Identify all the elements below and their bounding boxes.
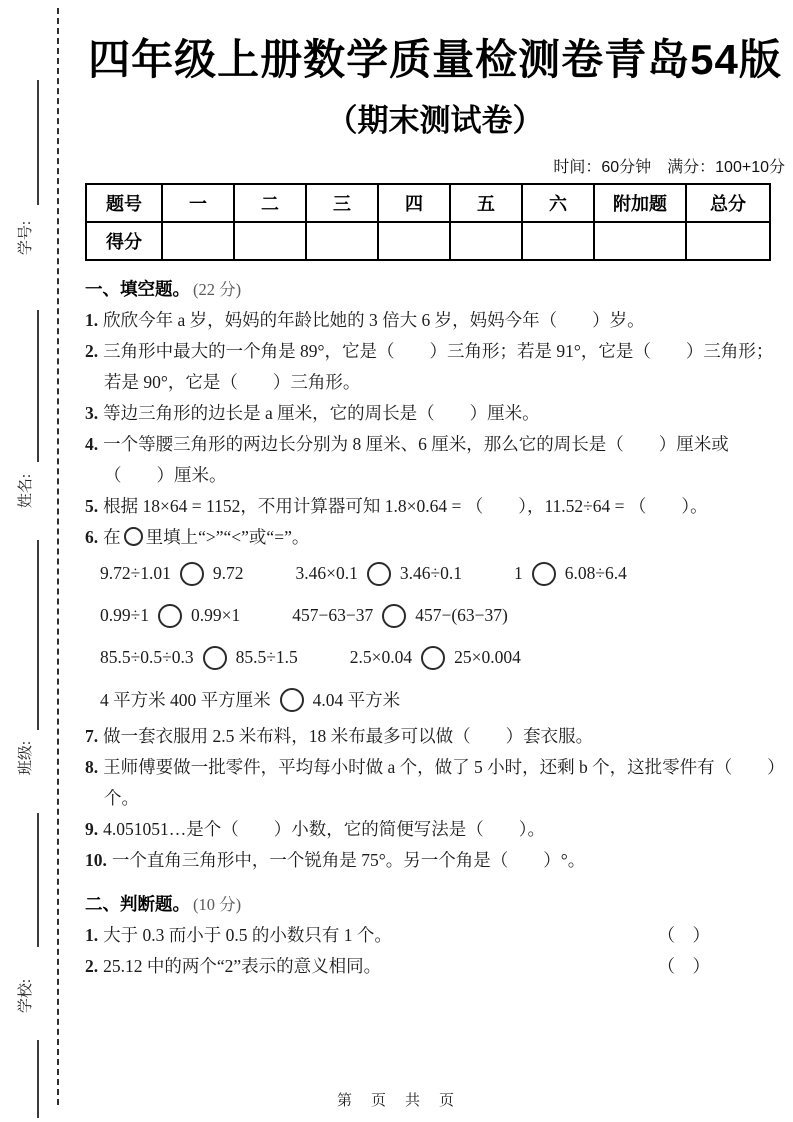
question-number: 8.	[85, 756, 99, 777]
question-text-wrap	[85, 951, 381, 982]
sidebar-field-name: 姓名:	[18, 473, 34, 509]
question-number: 3.	[85, 402, 99, 423]
score-cell	[306, 222, 378, 260]
comparison-item	[295, 562, 461, 586]
question-text: 三角形中最大的一个角是 89°，它是（ ）三角形；若是 91°，它是（ ）三角形；若是 90°，它是（ ）三角形。	[103, 340, 774, 392]
answer-blank: （ ）	[657, 924, 710, 945]
left-expression: 85.5÷0.5÷0.3	[100, 647, 194, 667]
left-expression: 2.5×0.04	[349, 647, 413, 667]
comparison-item	[100, 646, 298, 670]
score-table-col-total: 总分	[686, 184, 770, 222]
comparison-row-2	[100, 595, 785, 637]
question-text: 欣欣今年 a 岁，妈妈的年龄比她的 3 倍大 6 岁，妈妈今年（ ）岁。	[103, 309, 645, 330]
right-expression: 457−(63−37)	[415, 605, 508, 625]
question-text: 大于 0.3 而小于 0.5 的小数只有 1 个。	[103, 924, 392, 945]
question-text-wrap	[85, 920, 392, 951]
comparison-row-4	[100, 679, 785, 721]
question-1	[85, 305, 785, 336]
comparison-row-3	[100, 637, 785, 679]
question-3	[85, 398, 785, 429]
score-table-col-3: 三	[306, 184, 378, 222]
score-row-label: 得分	[86, 222, 162, 260]
question-text: 4.051051…是个（ ）小数，它的简便写法是（ ）。	[103, 818, 545, 839]
left-expression: 4 平方米 400 平方厘米	[100, 690, 271, 710]
score-cell	[522, 222, 594, 260]
tf-question-1	[85, 920, 785, 951]
answer-blank: （ ）	[657, 955, 710, 976]
question-8	[85, 752, 785, 814]
circle-blank-icon	[280, 688, 304, 712]
question-text: 做一套衣服用 2.5 米布料，18 米布最多可以做（ ）套衣服。	[103, 725, 594, 746]
section-2-title: 二、判断题。	[85, 893, 190, 914]
score-cell	[234, 222, 306, 260]
left-expression: 457−63−37	[292, 605, 374, 625]
circle-blank-icon	[382, 604, 406, 628]
comparison-item	[514, 562, 627, 586]
question-text: 根据 18×64 = 1152，不用计算器可知 1.8×0.64 = （ ），11.52÷64 = （ ）。	[103, 495, 708, 516]
circle-blank-icon	[421, 646, 445, 670]
circle-blank-icon	[158, 604, 182, 628]
right-expression: 0.99×1	[190, 605, 241, 625]
question-number: 1.	[85, 924, 99, 945]
score-table-col-4: 四	[378, 184, 450, 222]
score-table-corner: 题号	[86, 184, 162, 222]
left-expression: 1	[513, 563, 523, 583]
comparison-item	[100, 562, 243, 586]
circle-blank-icon	[203, 646, 227, 670]
sidebar-field-class: 班级:	[18, 740, 34, 776]
question-9	[85, 814, 785, 845]
page-title: 四年级上册数学质量检测卷青岛54版	[88, 36, 782, 83]
score-cell	[594, 222, 686, 260]
right-expression: 9.72	[212, 563, 244, 583]
question-5	[85, 491, 785, 522]
sidebar-field-student-id: 学号:	[18, 220, 34, 256]
score-table-col-1: 一	[162, 184, 234, 222]
score-table-col-2: 二	[234, 184, 306, 222]
score-table-header-row	[86, 184, 770, 222]
question-2	[85, 336, 785, 398]
right-expression: 25×0.004	[454, 647, 521, 667]
comparison-item	[350, 646, 521, 670]
question-text: 在	[103, 526, 121, 547]
score-table-col-5: 五	[450, 184, 522, 222]
score-cell	[686, 222, 770, 260]
circle-blank-icon	[367, 562, 391, 586]
question-number: 7.	[85, 725, 99, 746]
score-table-score-row	[86, 222, 770, 260]
question-text: 王师傅要做一批零件，平均每小时做 a 个，做了 5 小时，还剩 b 个，这批零件有（ ）个。	[103, 756, 785, 808]
question-text: 一个等腰三角形的两边长分别为 8 厘米、6 厘米，那么它的周长是（ ）厘米或（ ）厘米。	[103, 433, 729, 485]
section-1-title: 一、填空题。	[85, 278, 190, 299]
question-4	[85, 429, 785, 491]
question-text: 里填上“>”“<”或“=”。	[145, 526, 310, 547]
tf-question-2	[85, 951, 785, 982]
sidebar-field-school: 学校:	[18, 978, 34, 1014]
score-table-col-bonus: 附加题	[594, 184, 686, 222]
right-expression: 85.5÷1.5	[235, 647, 298, 667]
circle-blank-icon	[124, 527, 143, 546]
score-cell	[162, 222, 234, 260]
write-line	[37, 310, 39, 462]
write-line	[37, 540, 39, 730]
question-text: 等边三角形的边长是 a 厘米，它的周长是（ ）厘米。	[103, 402, 540, 423]
question-number: 5.	[85, 495, 99, 516]
question-6	[85, 522, 785, 553]
circle-blank-icon	[180, 562, 204, 586]
comparison-row-1	[100, 553, 785, 595]
question-10	[85, 845, 785, 876]
write-line	[37, 80, 39, 205]
question-number: 2.	[85, 955, 99, 976]
right-expression: 6.08÷6.4	[564, 563, 627, 583]
question-number: 2.	[85, 340, 99, 361]
question-number: 6.	[85, 526, 99, 547]
question-number: 10.	[85, 849, 107, 870]
question-number: 4.	[85, 433, 99, 454]
left-expression: 9.72÷1.01	[100, 563, 171, 583]
question-number: 1.	[85, 309, 99, 330]
left-expression: 3.46×0.1	[295, 563, 358, 583]
left-expression: 0.99÷1	[100, 605, 149, 625]
question-7	[85, 721, 785, 752]
page-footer: 第 页 共 页	[336, 1093, 456, 1109]
comparison-item	[292, 604, 508, 628]
section-2-points: (10 分)	[193, 894, 242, 914]
score-table-col-6: 六	[522, 184, 594, 222]
question-text: 25.12 中的两个“2”表示的意义相同。	[103, 955, 382, 976]
section-2-heading	[85, 889, 785, 920]
score-cell	[378, 222, 450, 260]
fold-dashed-line	[57, 8, 59, 1105]
right-expression: 3.46÷0.1	[399, 563, 462, 583]
right-expression: 4.04 平方米	[312, 690, 401, 710]
section-1-heading	[85, 274, 785, 305]
section-1-points: (22 分)	[193, 279, 242, 299]
comparison-item	[100, 604, 240, 628]
comparison-item	[100, 687, 400, 712]
exam-meta: 时间：60分钟 满分：100+10分	[553, 158, 785, 176]
score-table	[85, 183, 771, 261]
exam-content	[85, 0, 785, 982]
score-cell	[450, 222, 522, 260]
page-subtitle: （期末测试卷）	[326, 102, 544, 138]
question-text: 一个直角三角形中，一个锐角是 75°。另一个角是（ ）°。	[111, 849, 586, 870]
write-line	[37, 813, 39, 947]
question-number: 9.	[85, 818, 99, 839]
circle-blank-icon	[532, 562, 556, 586]
